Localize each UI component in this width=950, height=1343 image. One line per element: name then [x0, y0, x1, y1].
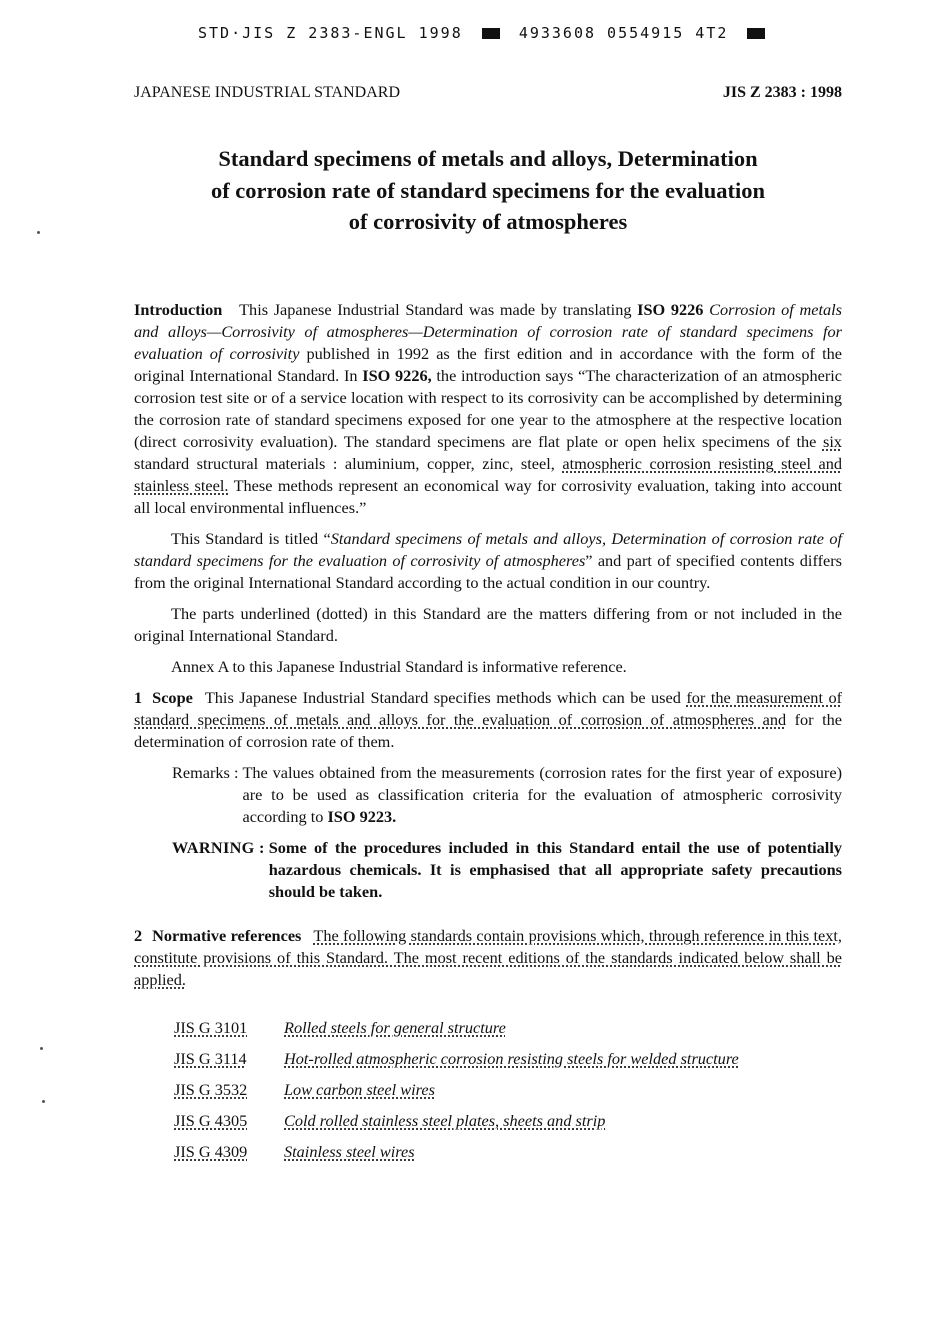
title-paragraph [134, 528, 842, 594]
text-run: This Japanese Industrial Standard specifies methods which can be used [204, 688, 681, 707]
text-run: These methods represent an economical way for corrosivity evaluation, taking into account all local environmental influences.” [134, 476, 843, 517]
scan-speck [40, 1047, 43, 1050]
introduction-label: Introduction [134, 300, 223, 319]
standard-header [134, 84, 842, 106]
reference-item [174, 1141, 842, 1172]
warning-block [172, 837, 842, 903]
underline-note-paragraph: The parts underlined (dotted) in this Standard are the matters differing from or not included in the original International Standard. [134, 604, 842, 645]
text-run: This Standard is titled “ [171, 529, 331, 548]
section-number: 2 [134, 926, 143, 945]
redaction-bar-icon [482, 28, 500, 39]
standard-number: JIS Z 2383 : 1998 [722, 84, 842, 101]
section-heading: Normative references [152, 926, 302, 945]
remarks-block [172, 762, 842, 828]
reference-code: JIS G 3114 [174, 1049, 247, 1068]
dotted-underline-text: atmospheric corrosion resisting steel and stainless steel. [134, 454, 842, 495]
iso-reference: ISO 9226 [637, 300, 704, 319]
reference-title: Hot-rolled atmospheric corrosion resisting steels for welded structure [284, 1049, 739, 1068]
text-run: The values obtained from the measurements (corrosion rates for the first year of exposure) are to be used as classification criteria for the evaluation of atmospheric corrosivity according to [242, 763, 842, 826]
standard-title-italic: Standard specimens of metals and alloys, Determination of corrosion rate of standard specimens for the evaluation of corrosivity of atmospheres [134, 529, 842, 570]
reference-title: Low carbon steel wires [284, 1080, 435, 1099]
reference-item [174, 1048, 842, 1079]
text-run: the introduction says “The characterization of an atmospheric corrosion test site or of a service location with respect to its corrosivity can be accomplished by determining the corrosion rate of standard specimens exposed for one year to the atmosphere at the respective location (direct corrosivity evaluation). The standard specimens are flat plate or open helix specimens of the [134, 366, 842, 451]
reference-code: JIS G 3532 [174, 1080, 248, 1099]
remarks-text [242, 762, 842, 828]
scope-section [134, 687, 842, 753]
iso-reference: ISO 9223. [327, 807, 397, 826]
remarks-label: Remarks : [172, 763, 239, 782]
dotted-underline-text: The following standards contain provisions which, through reference in this text, constitute provisions of this Standard. The most recent editions of the standards indicated below shall be applied. [134, 926, 842, 989]
iso-reference: ISO 9226, [362, 366, 432, 385]
title-line: Standard specimens of metals and alloys, Determination [218, 146, 758, 171]
reference-item [174, 1017, 842, 1048]
redaction-bar-icon [747, 28, 765, 39]
dotted-underline-text: for the measurement of standard specimens of metals and alloys for the evaluation of corrosion of atmospheres and [134, 688, 843, 729]
reference-item [174, 1079, 842, 1110]
reference-title: Stainless steel wires [284, 1142, 415, 1161]
text-run: This Japanese Industrial Standard was made by translating [239, 300, 632, 319]
scan-header-left: STD·JIS Z 2383-ENGL 1998 [198, 24, 463, 42]
standard-org: JAPANESE INDUSTRIAL STANDARD [134, 84, 400, 101]
reference-code: JIS G 4309 [174, 1142, 248, 1161]
document-body [134, 299, 842, 1172]
text-run: standard structural materials : aluminium, copper, zinc, steel, [134, 454, 555, 473]
document-title [134, 143, 842, 238]
scan-speck [37, 231, 40, 234]
section-heading: Scope [152, 688, 193, 707]
title-line: of corrosion rate of standard specimens for the evaluation [210, 177, 766, 203]
reference-list [174, 1017, 842, 1172]
dotted-underline-text: six [822, 432, 842, 451]
title-line: of corrosivity of atmospheres [348, 209, 628, 234]
text-run: ” and part of specified contents differs from the original International Standard according to the actual condition in our country. [134, 551, 842, 592]
reference-code: JIS G 3101 [174, 1018, 248, 1037]
text-run: published in 1992 as the first edition and in accordance with the form of the original International Standard. In [134, 344, 843, 385]
iso-title: Corrosion of metals and alloys—Corrosivity of atmospheres—Determination of corrosion rate of standard specimens for evaluation of corrosivity [134, 300, 842, 363]
normative-references-section [134, 925, 842, 991]
warning-label: WARNING : [172, 838, 265, 857]
text-run: for the determination of corrosion rate of them. [134, 710, 842, 751]
introduction-paragraph [134, 299, 842, 519]
warning-text: Some of the procedures included in this Standard entail the use of potentially hazardous chemicals. It is emphasised that all appropriate safety precautions should be taken. [268, 838, 842, 901]
scan-speck [42, 1100, 45, 1103]
reference-code: JIS G 4305 [174, 1111, 248, 1130]
scan-header-right: 4933608 0554915 4T2 [518, 24, 729, 42]
reference-item [174, 1110, 842, 1141]
reference-title: Rolled steels for general structure [284, 1018, 506, 1037]
annex-paragraph: Annex A to this Japanese Industrial Standard is informative reference. [171, 657, 627, 676]
scan-header [198, 24, 798, 42]
section-number: 1 [134, 688, 143, 707]
reference-title: Cold rolled stainless steel plates, sheets and strip [284, 1111, 606, 1130]
